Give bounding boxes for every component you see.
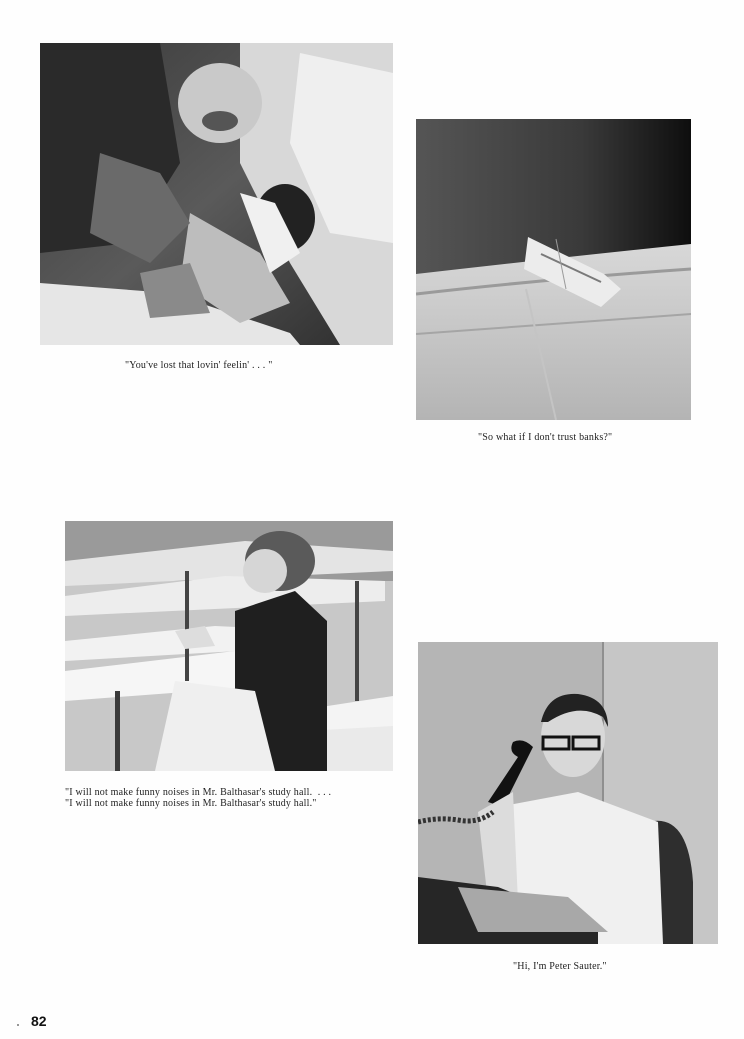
page-mark-dot [17, 1024, 19, 1026]
caption-group-scuffle: "You've lost that lovin' feelin' . . . " [125, 360, 273, 371]
page-number: 82 [31, 1013, 47, 1029]
photo-group-scuffle-image [40, 43, 393, 345]
photo-banks-image [416, 119, 691, 420]
caption-banks: "So what if I don't trust banks?" [478, 432, 613, 443]
photo-study-hall-image [65, 521, 393, 771]
photo-banks [416, 119, 691, 420]
photo-study-hall [65, 521, 393, 771]
caption-peter-sauter: "Hi, I'm Peter Sauter." [513, 961, 607, 972]
photo-peter-sauter [418, 642, 718, 944]
photo-peter-sauter-image [418, 642, 718, 944]
caption-study-hall-line2: "I will not make funny noises in Mr. Balthasar's study hall." [65, 798, 317, 809]
caption-study-hall-line1: "I will not make funny noises in Mr. Balthasar's study hall. . . . [65, 787, 332, 798]
photo-group-scuffle [40, 43, 393, 345]
